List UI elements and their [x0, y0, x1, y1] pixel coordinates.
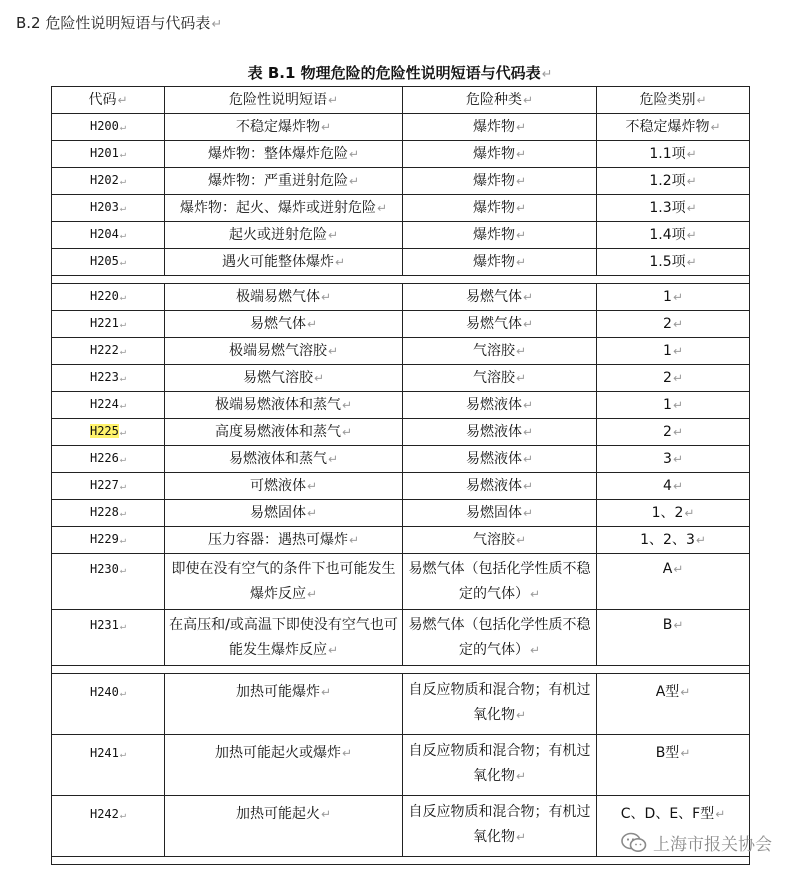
desc-cell: 易燃气体↵: [165, 311, 403, 338]
watermark-text: 上海市报关协会: [653, 835, 772, 855]
table-title: [0, 62, 800, 83]
wechat-icon: [621, 832, 647, 854]
cat-cell: 2↵: [597, 419, 750, 446]
table-row: [52, 365, 750, 392]
cat-cell: A↵: [597, 554, 750, 610]
watermark: [621, 830, 772, 855]
header-row: [52, 87, 750, 114]
cat-cell: 2↵: [597, 365, 750, 392]
table-row: [52, 735, 750, 796]
desc-cell: 起火或迸射危险↵: [165, 222, 403, 249]
kind-cell: 气溶胶↵: [403, 527, 597, 554]
header-cell-cat: 危险类别↵: [597, 87, 750, 114]
code-cell: H201↵: [52, 141, 165, 168]
kind-cell: 自反应物质和混合物；有机过氧化物↵: [403, 796, 597, 857]
table-row: [52, 554, 750, 610]
paragraph-mark: ↵: [541, 67, 553, 82]
paragraph-mark: ↵: [211, 17, 223, 32]
code-cell: H231↵: [52, 610, 165, 666]
group-separator-row: [52, 666, 750, 674]
desc-cell: 加热可能起火或爆炸↵: [165, 735, 403, 796]
cat-cell: 1↵: [597, 338, 750, 365]
code-cell: H203↵: [52, 195, 165, 222]
table-row: [52, 284, 750, 311]
desc-cell: 极端易燃气体↵: [165, 284, 403, 311]
desc-cell: 即使在没有空气的条件下也可能发生爆炸反应↵: [165, 554, 403, 610]
table-row: [52, 311, 750, 338]
code-cell: H229↵: [52, 527, 165, 554]
code-cell: H222↵: [52, 338, 165, 365]
cat-cell: 1↵: [597, 392, 750, 419]
desc-cell: 易燃气溶胶↵: [165, 365, 403, 392]
section-heading-text: B.2 危险性说明短语与代码表: [16, 14, 211, 32]
cat-cell: B↵: [597, 610, 750, 666]
kind-cell: 易燃气体↵: [403, 284, 597, 311]
desc-cell: 加热可能起火↵: [165, 796, 403, 857]
kind-cell: 气溶胶↵: [403, 338, 597, 365]
desc-cell: 极端易燃气溶胶↵: [165, 338, 403, 365]
header-cell-code: 代码↵: [52, 87, 165, 114]
table-row: [52, 114, 750, 141]
code-cell: H220↵: [52, 284, 165, 311]
desc-cell: 遇火可能整体爆炸↵: [165, 249, 403, 276]
kind-cell: 易燃气体（包括化学性质不稳定的气体）↵: [403, 554, 597, 610]
kind-cell: 自反应物质和混合物；有机过氧化物↵: [403, 735, 597, 796]
group-separator-row: [52, 276, 750, 284]
code-cell: H221↵: [52, 311, 165, 338]
desc-cell: 易燃固体↵: [165, 500, 403, 527]
kind-cell: 易燃液体↵: [403, 392, 597, 419]
kind-cell: 爆炸物↵: [403, 114, 597, 141]
cat-cell: 4↵: [597, 473, 750, 500]
desc-cell: 极端易燃液体和蒸气↵: [165, 392, 403, 419]
desc-cell: 爆炸物：起火、爆炸或迸射危险↵: [165, 195, 403, 222]
code-cell: H227↵: [52, 473, 165, 500]
desc-cell: 可燃液体↵: [165, 473, 403, 500]
cat-cell: 3↵: [597, 446, 750, 473]
hazard-statement-table: [51, 86, 750, 865]
separator-cell: [52, 857, 750, 865]
cat-cell: 1.1项↵: [597, 141, 750, 168]
cat-cell: 1.2项↵: [597, 168, 750, 195]
kind-cell: 易燃气体↵: [403, 311, 597, 338]
table-row: [52, 446, 750, 473]
table-row: [52, 141, 750, 168]
highlighted-code: H225: [89, 424, 119, 438]
code-cell: H204↵: [52, 222, 165, 249]
desc-cell: 在高压和/或高温下即使没有空气也可能发生爆炸反应↵: [165, 610, 403, 666]
kind-cell: 爆炸物↵: [403, 249, 597, 276]
table-title-text: 表 B.1 物理危险的危险性说明短语与代码表: [247, 64, 541, 82]
kind-cell: 爆炸物↵: [403, 195, 597, 222]
code-cell: H230↵: [52, 554, 165, 610]
cat-cell: A型↵: [597, 674, 750, 735]
kind-cell: 爆炸物↵: [403, 168, 597, 195]
table-row: [52, 249, 750, 276]
cat-cell: 1.3项↵: [597, 195, 750, 222]
table-end-row: [52, 857, 750, 865]
code-cell: H202↵: [52, 168, 165, 195]
header-cell-kind: 危险种类↵: [403, 87, 597, 114]
cat-cell: 1、2、3↵: [597, 527, 750, 554]
kind-cell: 爆炸物↵: [403, 222, 597, 249]
kind-cell: 易燃固体↵: [403, 500, 597, 527]
table-row: [52, 222, 750, 249]
desc-cell: 爆炸物：整体爆炸危险↵: [165, 141, 403, 168]
cat-cell: 不稳定爆炸物↵: [597, 114, 750, 141]
cat-cell: 2↵: [597, 311, 750, 338]
desc-cell: 压力容器：遇热可爆炸↵: [165, 527, 403, 554]
table-row: [52, 674, 750, 735]
table-row: [52, 473, 750, 500]
cat-cell: 1.5项↵: [597, 249, 750, 276]
code-cell: H224↵: [52, 392, 165, 419]
code-cell: H225↵: [52, 419, 165, 446]
kind-cell: 爆炸物↵: [403, 141, 597, 168]
code-cell: H242↵: [52, 796, 165, 857]
desc-cell: 高度易燃液体和蒸气↵: [165, 419, 403, 446]
kind-cell: 易燃气体（包括化学性质不稳定的气体）↵: [403, 610, 597, 666]
cat-cell: 1.4项↵: [597, 222, 750, 249]
separator-cell: [52, 276, 750, 284]
table-row: [52, 195, 750, 222]
code-cell: H228↵: [52, 500, 165, 527]
cat-cell: 1↵: [597, 284, 750, 311]
table-row: [52, 168, 750, 195]
code-cell: H241↵: [52, 735, 165, 796]
table-row: [52, 527, 750, 554]
code-cell: H205↵: [52, 249, 165, 276]
desc-cell: 不稳定爆炸物↵: [165, 114, 403, 141]
kind-cell: 气溶胶↵: [403, 365, 597, 392]
cat-cell: B型↵: [597, 735, 750, 796]
table-row: [52, 419, 750, 446]
kind-cell: 易燃液体↵: [403, 419, 597, 446]
table-row: [52, 392, 750, 419]
cat-cell: C、D、E、F型↵: [597, 796, 750, 857]
header-cell-desc: 危险性说明短语↵: [165, 87, 403, 114]
section-heading: [16, 12, 222, 33]
table-row: [52, 338, 750, 365]
code-cell: H200↵: [52, 114, 165, 141]
cat-cell: 1、2↵: [597, 500, 750, 527]
kind-cell: 自反应物质和混合物；有机过氧化物↵: [403, 674, 597, 735]
desc-cell: 爆炸物：严重迸射危险↵: [165, 168, 403, 195]
table-row: [52, 610, 750, 666]
kind-cell: 易燃液体↵: [403, 473, 597, 500]
kind-cell: 易燃液体↵: [403, 446, 597, 473]
table-row: [52, 500, 750, 527]
desc-cell: 加热可能爆炸↵: [165, 674, 403, 735]
code-cell: H223↵: [52, 365, 165, 392]
code-cell: H240↵: [52, 674, 165, 735]
desc-cell: 易燃液体和蒸气↵: [165, 446, 403, 473]
code-cell: H226↵: [52, 446, 165, 473]
separator-cell: [52, 666, 750, 674]
